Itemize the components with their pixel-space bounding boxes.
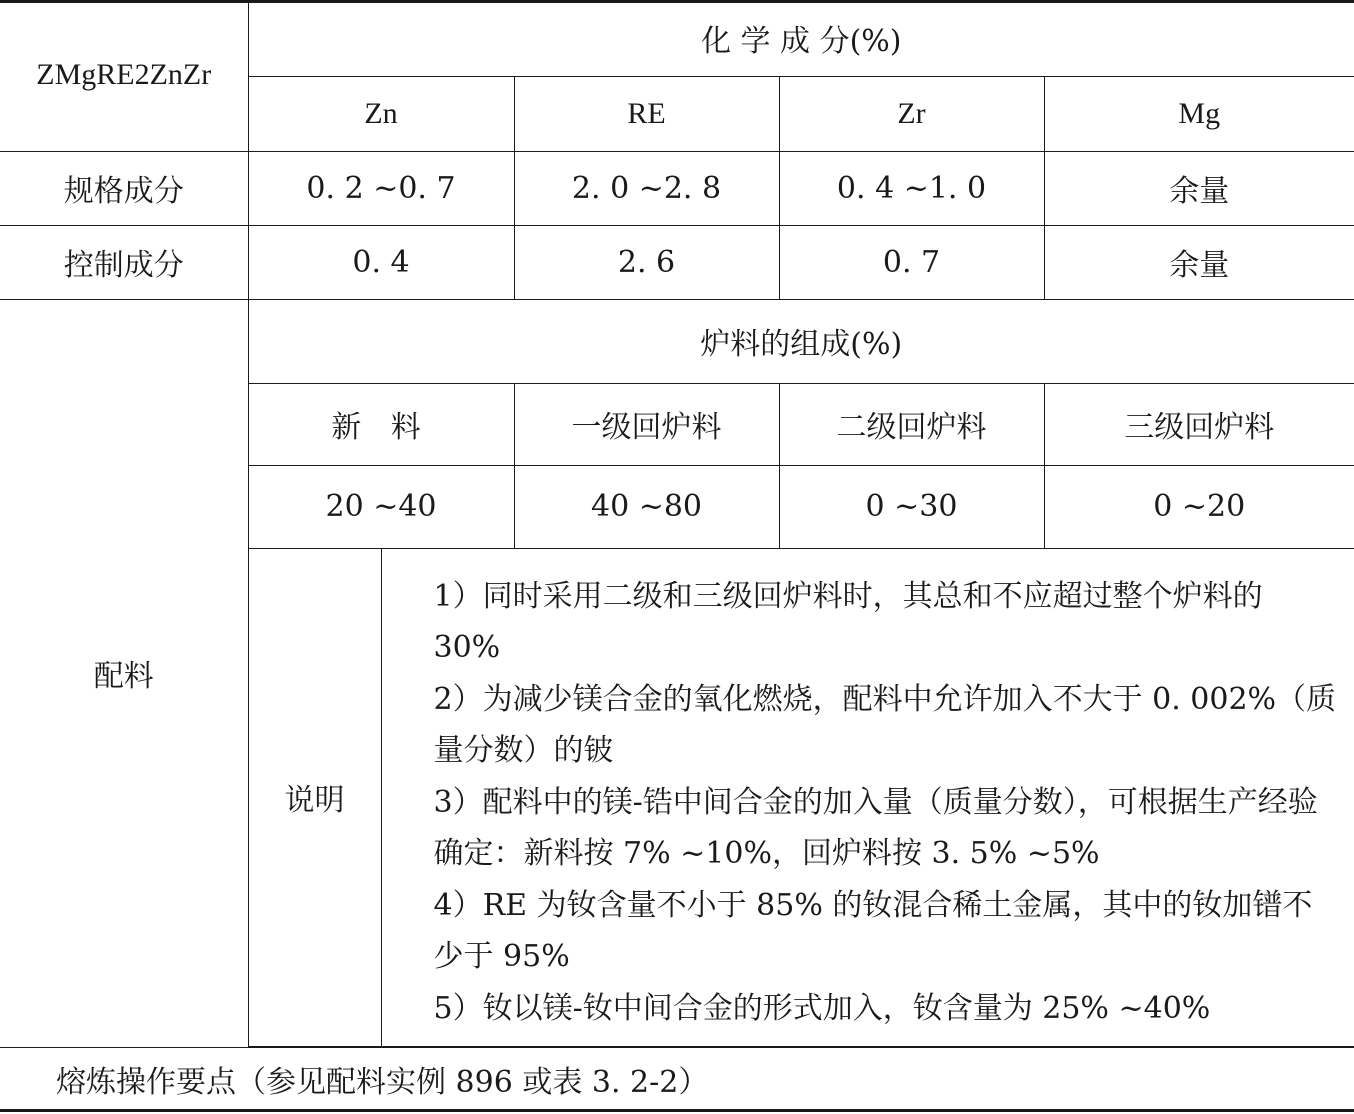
note-1: 1）同时采用二级和三级回炉料时，其总和不应超过整个炉料的 30%	[433, 578, 1263, 665]
element-mg: Mg	[1044, 76, 1354, 151]
spec-mg: 余量	[1044, 151, 1354, 225]
note-3: 3）配料中的镁-锆中间合金的加入量（质量分数），可根据生产经验确定：新料按 7% ~10%，回炉料按 3. 5% ~5%	[433, 784, 1318, 871]
element-re: RE	[514, 76, 779, 151]
note-2: 2）为减少镁合金的氧化燃烧，配料中允许加入不大于 0. 002%（质量分数）的铍	[433, 681, 1337, 768]
control-label: 控制成分	[0, 225, 248, 299]
control-mg: 余量	[1044, 225, 1354, 299]
spec-zn: 0. 2 ~0. 7	[248, 151, 514, 225]
charge-type-new: 新 料	[248, 383, 514, 465]
charge-type-first-return: 一级回炉料	[514, 383, 779, 465]
footer-note: 熔炼操作要点（参见配料实例 896 或表 3. 2-2）	[0, 1047, 1354, 1111]
note-4: 4）RE 为钕含量不小于 85% 的钕混合稀土金属，其中的钕加镨不少于 95%	[433, 887, 1313, 974]
charge-value-third-return: 0 ~20	[1044, 465, 1354, 548]
charge-type-third-return: 三级回炉料	[1044, 383, 1354, 465]
note-5: 5）钕以镁-钕中间合金的形式加入，钕含量为 25% ~40%	[433, 990, 1211, 1026]
charge-value-second-return: 0 ~30	[779, 465, 1044, 548]
alloy-name-cell: ZMgRE2ZnZr	[0, 0, 248, 151]
charge-value-new: 20 ~40	[248, 465, 514, 548]
control-zn: 0. 4	[248, 225, 514, 299]
charge-value-first-return: 40 ~80	[514, 465, 779, 548]
spec-label: 规格成分	[0, 151, 248, 225]
element-zn: Zn	[248, 76, 514, 151]
chem-composition-title: 化 学 成 分(%)	[248, 0, 1354, 76]
charge-type-second-return: 二级回炉料	[779, 383, 1044, 465]
bottom-rule	[0, 1109, 1354, 1112]
notes-cell	[381, 548, 1354, 1046]
charge-composition-title: 炉料的组成(%)	[248, 299, 1354, 383]
batching-label: 配料	[0, 299, 248, 1047]
spec-re: 2. 0 ~2. 8	[514, 151, 779, 225]
control-re: 2. 6	[514, 225, 779, 299]
control-zr: 0. 7	[779, 225, 1044, 299]
element-zr: Zr	[779, 76, 1044, 151]
notes-label: 说明	[248, 548, 381, 1046]
spec-zr: 0. 4 ~1. 0	[779, 151, 1044, 225]
